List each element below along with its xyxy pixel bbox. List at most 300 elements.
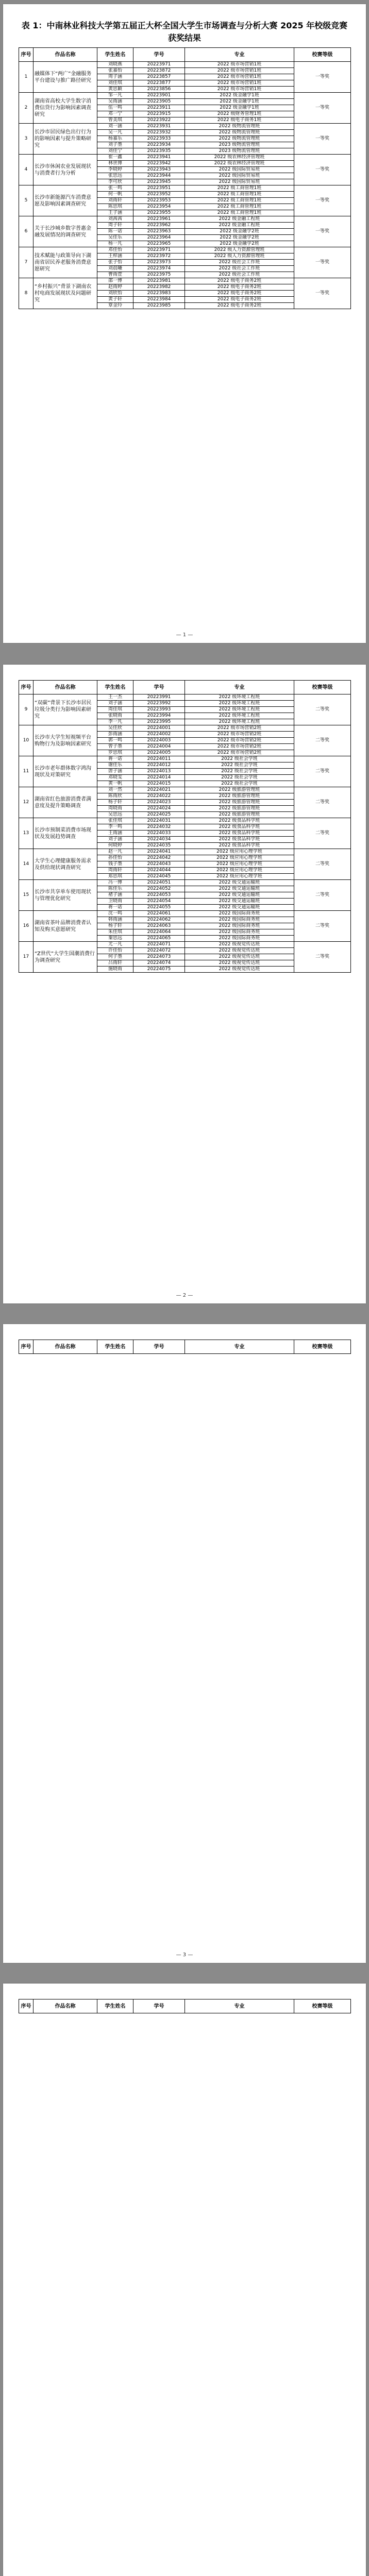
table-row <box>19 216 351 223</box>
table-row <box>19 725 351 732</box>
column-header: 学生姓名 <box>97 1340 133 1354</box>
student-id: 20223942 <box>133 161 185 167</box>
student-id: 20224042 <box>133 855 185 861</box>
page-content <box>19 20 350 309</box>
student-name: 韩雨涵 <box>97 917 133 923</box>
student-name: 张晓雨 <box>97 713 133 719</box>
student-name: 张思远 <box>97 173 133 179</box>
student-major: 2022 级社会工作班 <box>185 260 294 266</box>
team-number: 6 <box>19 216 33 247</box>
student-name: 邓晓雯 <box>97 775 133 781</box>
team-number: 15 <box>19 880 33 911</box>
student-name: 蒋一诺 <box>97 756 133 762</box>
award-grade: 二等奖 <box>294 911 351 942</box>
student-major: 2022 级农林经济管理班 <box>185 161 294 167</box>
award-grade: 二等奖 <box>294 818 351 849</box>
student-id: 20224013 <box>133 769 185 775</box>
student-major: 2022 级交通运输班 <box>185 899 294 905</box>
student-name: 张嘉怡 <box>97 68 133 74</box>
student-id: 20223877 <box>133 80 185 87</box>
student-id: 20223931 <box>133 124 185 130</box>
student-name: 施晓雨 <box>97 967 133 973</box>
student-id: 20223915 <box>133 111 185 117</box>
student-name: 曹雨萱 <box>97 272 133 278</box>
student-name: 刘一涵 <box>97 124 133 130</box>
student-id: 20224054 <box>133 899 185 905</box>
student-major: 2022 级环境工程班 <box>185 719 294 725</box>
student-major: 2022 级工商管理1班 <box>185 198 294 204</box>
student-major: 2022 级农林经济管理班 <box>185 155 294 161</box>
student-id: 20223965 <box>133 241 185 247</box>
student-id: 20223995 <box>133 719 185 725</box>
student-id: 20223973 <box>133 260 185 266</box>
student-id: 20223951 <box>133 185 185 192</box>
student-major: 2022 级金融学1班 <box>185 99 294 105</box>
student-name: 张一鸣 <box>97 185 133 192</box>
table-row <box>19 818 351 824</box>
student-major: 2022 级物流管理班 <box>185 124 294 130</box>
document-page <box>3 4 366 643</box>
student-id: 20224065 <box>133 936 185 942</box>
student-id: 20223934 <box>133 142 185 148</box>
student-major: 2022 级社会学班 <box>185 775 294 781</box>
student-name: 邹一凡 <box>97 93 133 99</box>
student-name: 崔一鑫 <box>97 155 133 161</box>
student-id: 20224021 <box>133 787 185 793</box>
award-grade: 一等奖 <box>294 155 351 185</box>
student-name: 王一杰 <box>97 694 133 701</box>
student-id: 20223933 <box>133 136 185 142</box>
student-id: 20224011 <box>133 756 185 762</box>
student-name: 李一凡 <box>97 719 133 725</box>
team-number: 11 <box>19 756 33 787</box>
student-id: 20223961 <box>133 216 185 223</box>
student-name: 黄子轩 <box>97 297 133 303</box>
student-name: 李晓婷 <box>97 167 133 173</box>
student-major: 2022 级工商管理1班 <box>185 192 294 198</box>
student-major: 2022 级社会学班 <box>185 781 294 787</box>
student-major: 2022 级旅游管理班 <box>185 787 294 793</box>
page-number: — 2 — <box>176 1293 193 1298</box>
student-id: 20224073 <box>133 954 185 960</box>
student-id: 20224034 <box>133 837 185 843</box>
student-name: 赵雨婷 <box>97 284 133 291</box>
column-header: 作品名称 <box>33 1340 97 1354</box>
column-header: 校赛等级 <box>294 1340 351 1354</box>
project-title: 长沙市休闲农业发展现状与消费者行为分析 <box>33 155 97 185</box>
project-title: 长沙市共享单车使用现状与管理优化研究 <box>33 880 97 911</box>
student-name: 王梓涵 <box>97 253 133 260</box>
student-major: 2022 级财务管理1班 <box>185 111 294 117</box>
student-id: 20223944 <box>133 173 185 179</box>
student-id: 20224014 <box>133 775 185 781</box>
student-name: 何子墨 <box>97 954 133 960</box>
student-major: 2022 级食品科学班 <box>185 824 294 831</box>
student-name: 刘子涵 <box>97 837 133 843</box>
document-title: 表 1：中南林业科技大学第五届正大杯全国大学生市场调查与分析大赛 2025 年校级竞赛获奖结果 <box>21 21 348 43</box>
student-major: 2022 级食品科学班 <box>185 831 294 837</box>
award-grade: 一等奖 <box>294 93 351 124</box>
student-name: 蒋一诺 <box>97 905 133 911</box>
student-name: 陈思琪 <box>97 204 133 210</box>
student-name: 谢佳乐 <box>97 762 133 769</box>
student-name: 刘晓燕 <box>97 62 133 68</box>
column-header: 序号 <box>19 1340 33 1354</box>
student-major: 2022 级电子商务2班 <box>185 284 294 291</box>
student-major: 2022 级环境工程班 <box>185 713 294 719</box>
award-grade: 一等奖 <box>294 62 351 93</box>
column-header: 专业 <box>185 681 294 694</box>
student-major: 2022 级食品科学班 <box>185 837 294 843</box>
student-major: 2022 级应用心理学班 <box>185 855 294 861</box>
student-name: 吴一凡 <box>97 130 133 136</box>
student-major: 2022 级电子商务1班 <box>185 117 294 124</box>
student-major: 2022 级电子商务2班 <box>185 278 294 284</box>
student-id: 20223941 <box>133 155 185 161</box>
student-name: 刘雨轩 <box>97 198 133 204</box>
student-id: 20223872 <box>133 68 185 74</box>
table-row <box>19 880 351 886</box>
student-name: 邓佳怡 <box>97 247 133 253</box>
student-major: 2022 级旅游管理班 <box>185 812 294 818</box>
student-major: 2022 级国际商务班 <box>185 929 294 936</box>
student-major: 2022 级人力资源管理班 <box>185 247 294 253</box>
student-name: 秦思远 <box>97 936 133 942</box>
student-major: 2022 级电子商务2班 <box>185 291 294 297</box>
student-name: 黄思颖 <box>97 87 133 93</box>
student-id: 20223983 <box>133 291 185 297</box>
student-major: 2022 级物流管理班 <box>185 136 294 142</box>
student-major: 2022 级金融工程班 <box>185 223 294 229</box>
student-name: 杨一凡 <box>97 241 133 247</box>
student-name: 钱子墨 <box>97 861 133 868</box>
student-name: 孙佳怡 <box>97 855 133 861</box>
student-major: 2022 级国际贸易班 <box>185 167 294 173</box>
table-row <box>19 185 351 192</box>
student-name: 周子轩 <box>97 223 133 229</box>
table-row <box>19 155 351 161</box>
student-major: 2022 级工商管理1班 <box>185 204 294 210</box>
student-id: 20223952 <box>133 192 185 198</box>
student-id: 20223911 <box>133 105 185 111</box>
student-major: 2022 级金融学1班 <box>185 93 294 99</box>
student-id: 20223991 <box>133 694 185 701</box>
student-major: 2022 级社会工作班 <box>185 272 294 278</box>
student-major: 2022 级交通运输班 <box>185 886 294 892</box>
column-header: 学号 <box>133 1999 185 2013</box>
student-id: 20223922 <box>133 117 185 124</box>
student-id: 20224033 <box>133 831 185 837</box>
student-id: 20223955 <box>133 210 185 216</box>
project-title: 长沙市居民绿色出行行为的影响因素与提升策略研究 <box>33 124 97 155</box>
student-id: 20224002 <box>133 732 185 738</box>
student-major: 2022 级金融学2班 <box>185 241 294 247</box>
student-major: 2022 级工商管理1班 <box>185 185 294 192</box>
column-header: 校赛等级 <box>294 681 351 694</box>
student-id: 20223901 <box>133 93 185 99</box>
award-grade: 一等奖 <box>294 124 351 155</box>
column-header: 作品名称 <box>33 1999 97 2013</box>
student-id: 20224031 <box>133 818 185 824</box>
table-row <box>19 247 351 253</box>
award-grade: 一等奖 <box>294 185 351 216</box>
student-id: 20224022 <box>133 793 185 800</box>
student-id: 20224003 <box>133 738 185 744</box>
team-number: 14 <box>19 849 33 880</box>
column-header: 学号 <box>133 48 185 62</box>
student-id: 20223964 <box>133 235 185 241</box>
student-name: 彭雨涵 <box>97 732 133 738</box>
project-title: 融媒体下“两广”金融服务平台建设与推广路径研究 <box>33 62 97 93</box>
student-major: 2022 级应用心理学班 <box>185 874 294 880</box>
results-table <box>19 680 351 973</box>
column-header: 学生姓名 <box>97 681 133 694</box>
student-name: 刘一然 <box>97 787 133 793</box>
student-major: 2022 级环境工程班 <box>185 701 294 707</box>
team-number: 12 <box>19 787 33 818</box>
student-major: 2022 级环境工程班 <box>185 694 294 701</box>
student-major: 2022 级视觉传达班 <box>185 960 294 967</box>
student-id: 20224012 <box>133 762 185 769</box>
student-id: 20224072 <box>133 948 185 954</box>
column-header: 学号 <box>133 1340 185 1354</box>
student-name: 曾美琪 <box>97 117 133 124</box>
student-id: 20223974 <box>133 266 185 272</box>
student-major: 2022 级市场营销1班 <box>185 62 294 68</box>
student-id: 20224045 <box>133 874 185 880</box>
team-number: 3 <box>19 124 33 155</box>
student-name: 吕雨轩 <box>97 960 133 967</box>
award-grade: 二等奖 <box>294 942 351 973</box>
student-major: 2022 级应用心理学班 <box>185 868 294 874</box>
student-name: 唐子涵 <box>97 769 133 775</box>
student-id: 20223963 <box>133 229 185 235</box>
table-header-row <box>19 1340 351 1354</box>
student-major: 2022 级电子商务2班 <box>185 303 294 309</box>
student-name: 郭一鸣 <box>97 738 133 744</box>
student-name: 吴佳乐 <box>97 235 133 241</box>
student-id: 20223992 <box>133 701 185 707</box>
student-name: 邵一博 <box>97 278 133 284</box>
student-name: 罗思琪 <box>97 750 133 756</box>
team-number: 10 <box>19 725 33 756</box>
student-id: 20223993 <box>133 707 185 713</box>
student-major: 2022 级旅游管理班 <box>185 806 294 812</box>
project-title: 关于长沙城乡数字普惠金融发展情况的调查研究 <box>33 216 97 247</box>
table-row <box>19 942 351 948</box>
student-id: 20223981 <box>133 278 185 284</box>
student-id: 20223984 <box>133 297 185 303</box>
student-major: 2022 级应用心理学班 <box>185 849 294 855</box>
student-id: 20223935 <box>133 148 185 155</box>
document-page <box>3 1984 366 2576</box>
student-id: 20224035 <box>133 843 185 849</box>
student-name: 刘晨曦 <box>97 266 133 272</box>
award-grade: 二等奖 <box>294 694 351 725</box>
student-major: 2023 级物流管理班 <box>185 142 294 148</box>
page-content <box>19 1340 350 1354</box>
student-id: 20223971 <box>133 62 185 68</box>
student-id: 20224071 <box>133 942 185 948</box>
team-number: 1 <box>19 62 33 93</box>
student-major: 2022 级旅游管理班 <box>185 800 294 806</box>
student-major: 2022 级人力资源管理班 <box>185 253 294 260</box>
student-id: 20223932 <box>133 130 185 136</box>
column-header: 作品名称 <box>33 681 97 694</box>
student-name: 赵一凡 <box>97 849 133 855</box>
student-name: 张佳琪 <box>97 818 133 824</box>
table-header-row <box>19 48 351 62</box>
student-major: 2022 级市场营销1班 <box>185 80 294 87</box>
student-id: 20224062 <box>133 917 185 923</box>
project-title: “Z世代”大学生国潮消费行为调查研究 <box>33 942 97 973</box>
project-title: 长沙市新能源汽车消费意愿及影响因素调查研究 <box>33 185 97 216</box>
student-name: 卫晓雨 <box>97 899 133 905</box>
award-grade: 一等奖 <box>294 216 351 247</box>
student-major: 2022 级国际商务班 <box>185 917 294 923</box>
student-id: 20223962 <box>133 223 185 229</box>
student-id: 20224052 <box>133 886 185 892</box>
student-name: 覃金玲 <box>97 303 133 309</box>
column-header: 专业 <box>185 48 294 62</box>
results-table <box>19 1999 351 2013</box>
student-major: 2022 级社会学班 <box>185 756 294 762</box>
student-id: 20224043 <box>133 861 185 868</box>
student-major: 2022 级交通运输班 <box>185 905 294 911</box>
student-name: 褚子涵 <box>97 892 133 899</box>
project-title: 大学生心理健康服务需求及供给现状调查研究 <box>33 849 97 880</box>
student-id: 20223905 <box>133 99 185 105</box>
student-name: 刘佳宁 <box>97 148 133 155</box>
student-name: 周雨轩 <box>97 868 133 874</box>
student-name: 伍一鸣 <box>97 105 133 111</box>
student-name: 陈佳乐 <box>97 886 133 892</box>
column-header: 专业 <box>185 1999 294 2013</box>
student-major: 2022 级国际商务班 <box>185 911 294 917</box>
student-name: 周子涵 <box>97 74 133 80</box>
award-grade: 二等奖 <box>294 880 351 911</box>
team-number: 17 <box>19 942 33 973</box>
project-title: 湖南省茶叶品牌消费者认知及购买意愿研究 <box>33 911 97 942</box>
team-number: 9 <box>19 694 33 725</box>
column-header: 校赛等级 <box>294 1999 351 2013</box>
column-header: 序号 <box>19 1999 33 2013</box>
project-title: “乡村振兴”背景下湖南农村电商发展现状及问题研究 <box>33 278 97 309</box>
team-number: 13 <box>19 818 33 849</box>
student-major: 2022 级食品科学班 <box>185 818 294 824</box>
student-id: 20223943 <box>133 167 185 173</box>
student-major: 2022 级市场营销1班 <box>185 68 294 74</box>
column-header: 序号 <box>19 48 33 62</box>
student-name: 刘子涵 <box>97 701 133 707</box>
team-number: 2 <box>19 93 33 124</box>
column-header: 学生姓名 <box>97 48 133 62</box>
student-id: 20223856 <box>133 87 185 93</box>
student-major: 2022 级电子商务2班 <box>185 297 294 303</box>
table-header-row <box>19 1999 351 2013</box>
student-name: 刘子墨 <box>97 142 133 148</box>
student-id: 20224063 <box>133 923 185 929</box>
student-id: 20223954 <box>133 204 185 210</box>
student-id: 20224025 <box>133 812 185 818</box>
student-major: 2022 级市场营销1班 <box>185 74 294 80</box>
student-major: 2022 级金融工程班 <box>185 216 294 223</box>
student-major: 2022 级视觉传达班 <box>185 948 294 954</box>
student-id: 20223953 <box>133 198 185 204</box>
student-major: 2022 级视觉传达班 <box>185 942 294 948</box>
award-grade: 二等奖 <box>294 787 351 818</box>
student-major: 2022 级市场营销1班 <box>185 87 294 93</box>
student-name: 吴雨涵 <box>97 99 133 105</box>
student-major: 2023 级物流管理班 <box>185 148 294 155</box>
student-id: 20224075 <box>133 967 185 973</box>
student-id: 20223994 <box>133 713 185 719</box>
student-major: 2022 级社会学班 <box>185 769 294 775</box>
team-number: 7 <box>19 247 33 278</box>
page-number: — 3 — <box>176 1952 193 1958</box>
student-major: 2022 级物流管理班 <box>185 130 294 136</box>
student-name: 林世博 <box>97 161 133 167</box>
student-id: 20224001 <box>133 725 185 732</box>
student-id: 20223985 <box>133 303 185 309</box>
student-major: 2022 级国际贸易班 <box>185 173 294 179</box>
document-page <box>3 1324 366 1963</box>
award-grade: 二等奖 <box>294 725 351 756</box>
student-name: 黄一帆 <box>97 781 133 787</box>
student-major: 2022 级国际商务班 <box>185 936 294 942</box>
student-name: 杨子轩 <box>97 800 133 806</box>
student-name: 许佳怡 <box>97 948 133 954</box>
results-table <box>19 1340 351 1354</box>
project-title: “双碳”背景下长沙市居民垃圾分类行为影响因素研究 <box>33 694 97 725</box>
page-number: — 1 — <box>176 632 193 638</box>
student-major: 2022 级视觉传达班 <box>185 967 294 973</box>
student-major: 2022 级国际商务班 <box>185 923 294 929</box>
student-name: 周晓雨 <box>97 806 133 812</box>
student-id: 20224061 <box>133 911 185 917</box>
student-id: 20223971 <box>133 247 185 253</box>
student-name: 冯一博 <box>97 880 133 886</box>
student-name: 曾子墨 <box>97 744 133 750</box>
student-name: 杨嘉乐 <box>97 136 133 142</box>
student-name: 吴佳欣 <box>97 725 133 732</box>
student-name: 何晓婷 <box>97 843 133 849</box>
table-row <box>19 911 351 917</box>
table-header-row <box>19 681 351 694</box>
column-header: 专业 <box>185 1340 294 1354</box>
student-id: 20224055 <box>133 905 185 911</box>
student-major: 2022 级市场营销2班 <box>185 744 294 750</box>
student-name: 刘佳琪 <box>97 80 133 87</box>
student-name: 王子涵 <box>97 210 133 216</box>
student-id: 20224053 <box>133 892 185 899</box>
page-content <box>19 680 350 973</box>
table-row <box>19 849 351 855</box>
project-title: 技术赋能与政策导向下湖南省居民养老服务消费意愿研究 <box>33 247 97 278</box>
team-number: 5 <box>19 185 33 216</box>
student-id: 20224005 <box>133 750 185 756</box>
student-name: 吴思远 <box>97 812 133 818</box>
student-major: 2022 级视觉传达班 <box>185 954 294 960</box>
student-major: 2022 级工商管理1班 <box>185 210 294 216</box>
student-id: 20224032 <box>133 824 185 831</box>
results-table <box>19 47 351 309</box>
student-major: 2022 级社会工作班 <box>185 266 294 272</box>
student-id: 20223972 <box>133 253 185 260</box>
student-id: 20224023 <box>133 800 185 806</box>
award-grade: 一等奖 <box>294 247 351 278</box>
student-id: 20223857 <box>133 74 185 80</box>
